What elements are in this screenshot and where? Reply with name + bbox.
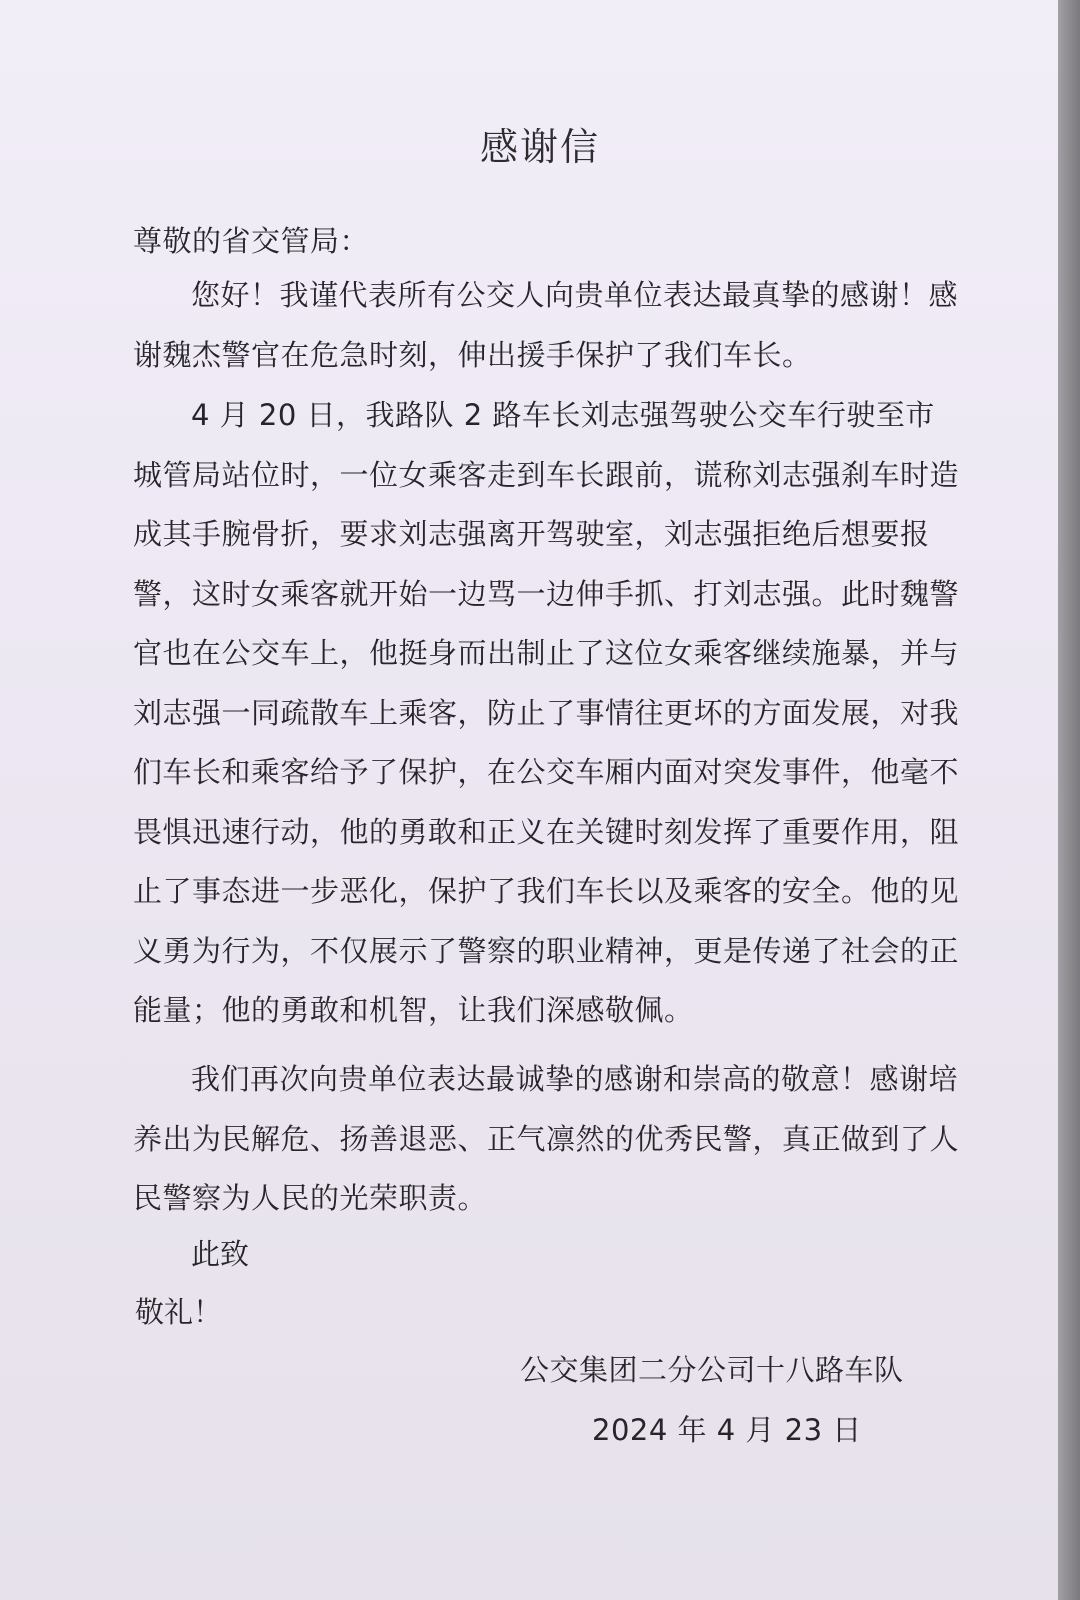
paragraph-thanks: 我们再次向贵单位表达最诚挚的感谢和崇高的敬意！感谢培养出为民解危、扬善退恶、正气凛然的优秀民警，真正做到了人民警察为人民的光荣职责。: [133, 1062, 960, 1215]
letter-title: 感谢信: [479, 125, 600, 169]
signature: 公交集团二分公司十八路车队: [520, 1353, 904, 1387]
background-surface: [1058, 0, 1080, 1600]
closing-cizhi: 此致: [191, 1237, 250, 1271]
paragraph-incident: 4 月 20 日，我路队 2 路车长刘志强驾驶公交车行驶至市城管局站位时，一位女乘客走到车长跟前，谎称刘志强刹车时造成其手腕骨折，要求刘志强离开驾驶室，刘志强拒绝后想要报警，这时女乘客就开始一边骂一边伸手抓、打刘志强。此时魏警官也在公交车上，他挺身而出制止了这位女乘客继续施暴，并与刘志强一同疏散车上乘客，防止了事情往更坏的方面发展，对我们车长和乘客给予了保护，在公交车厢内面对突发事件，他毫不畏惧迅速行动，他的勇敢和正义在关键时刻发挥了重要作用，阻止了事态进一步恶化，保护了我们车长以及乘客的安全。他的见义勇为行为，不仅展示了警察的职业精神，更是传递了社会的正能量；他的勇敢和机智，让我们深感敬佩。: [133, 398, 960, 1027]
salutation: 尊敬的省交管局：: [133, 224, 370, 258]
closing-jingli: 敬礼！: [135, 1295, 223, 1329]
paragraph-greeting: 您好！我谨代表所有公交人向贵单位表达最真挚的感谢！感谢魏杰警官在危急时刻，伸出援手保护了我们车长。: [133, 278, 959, 372]
letter-date: 2024 年 4 月 23 日: [592, 1413, 862, 1447]
